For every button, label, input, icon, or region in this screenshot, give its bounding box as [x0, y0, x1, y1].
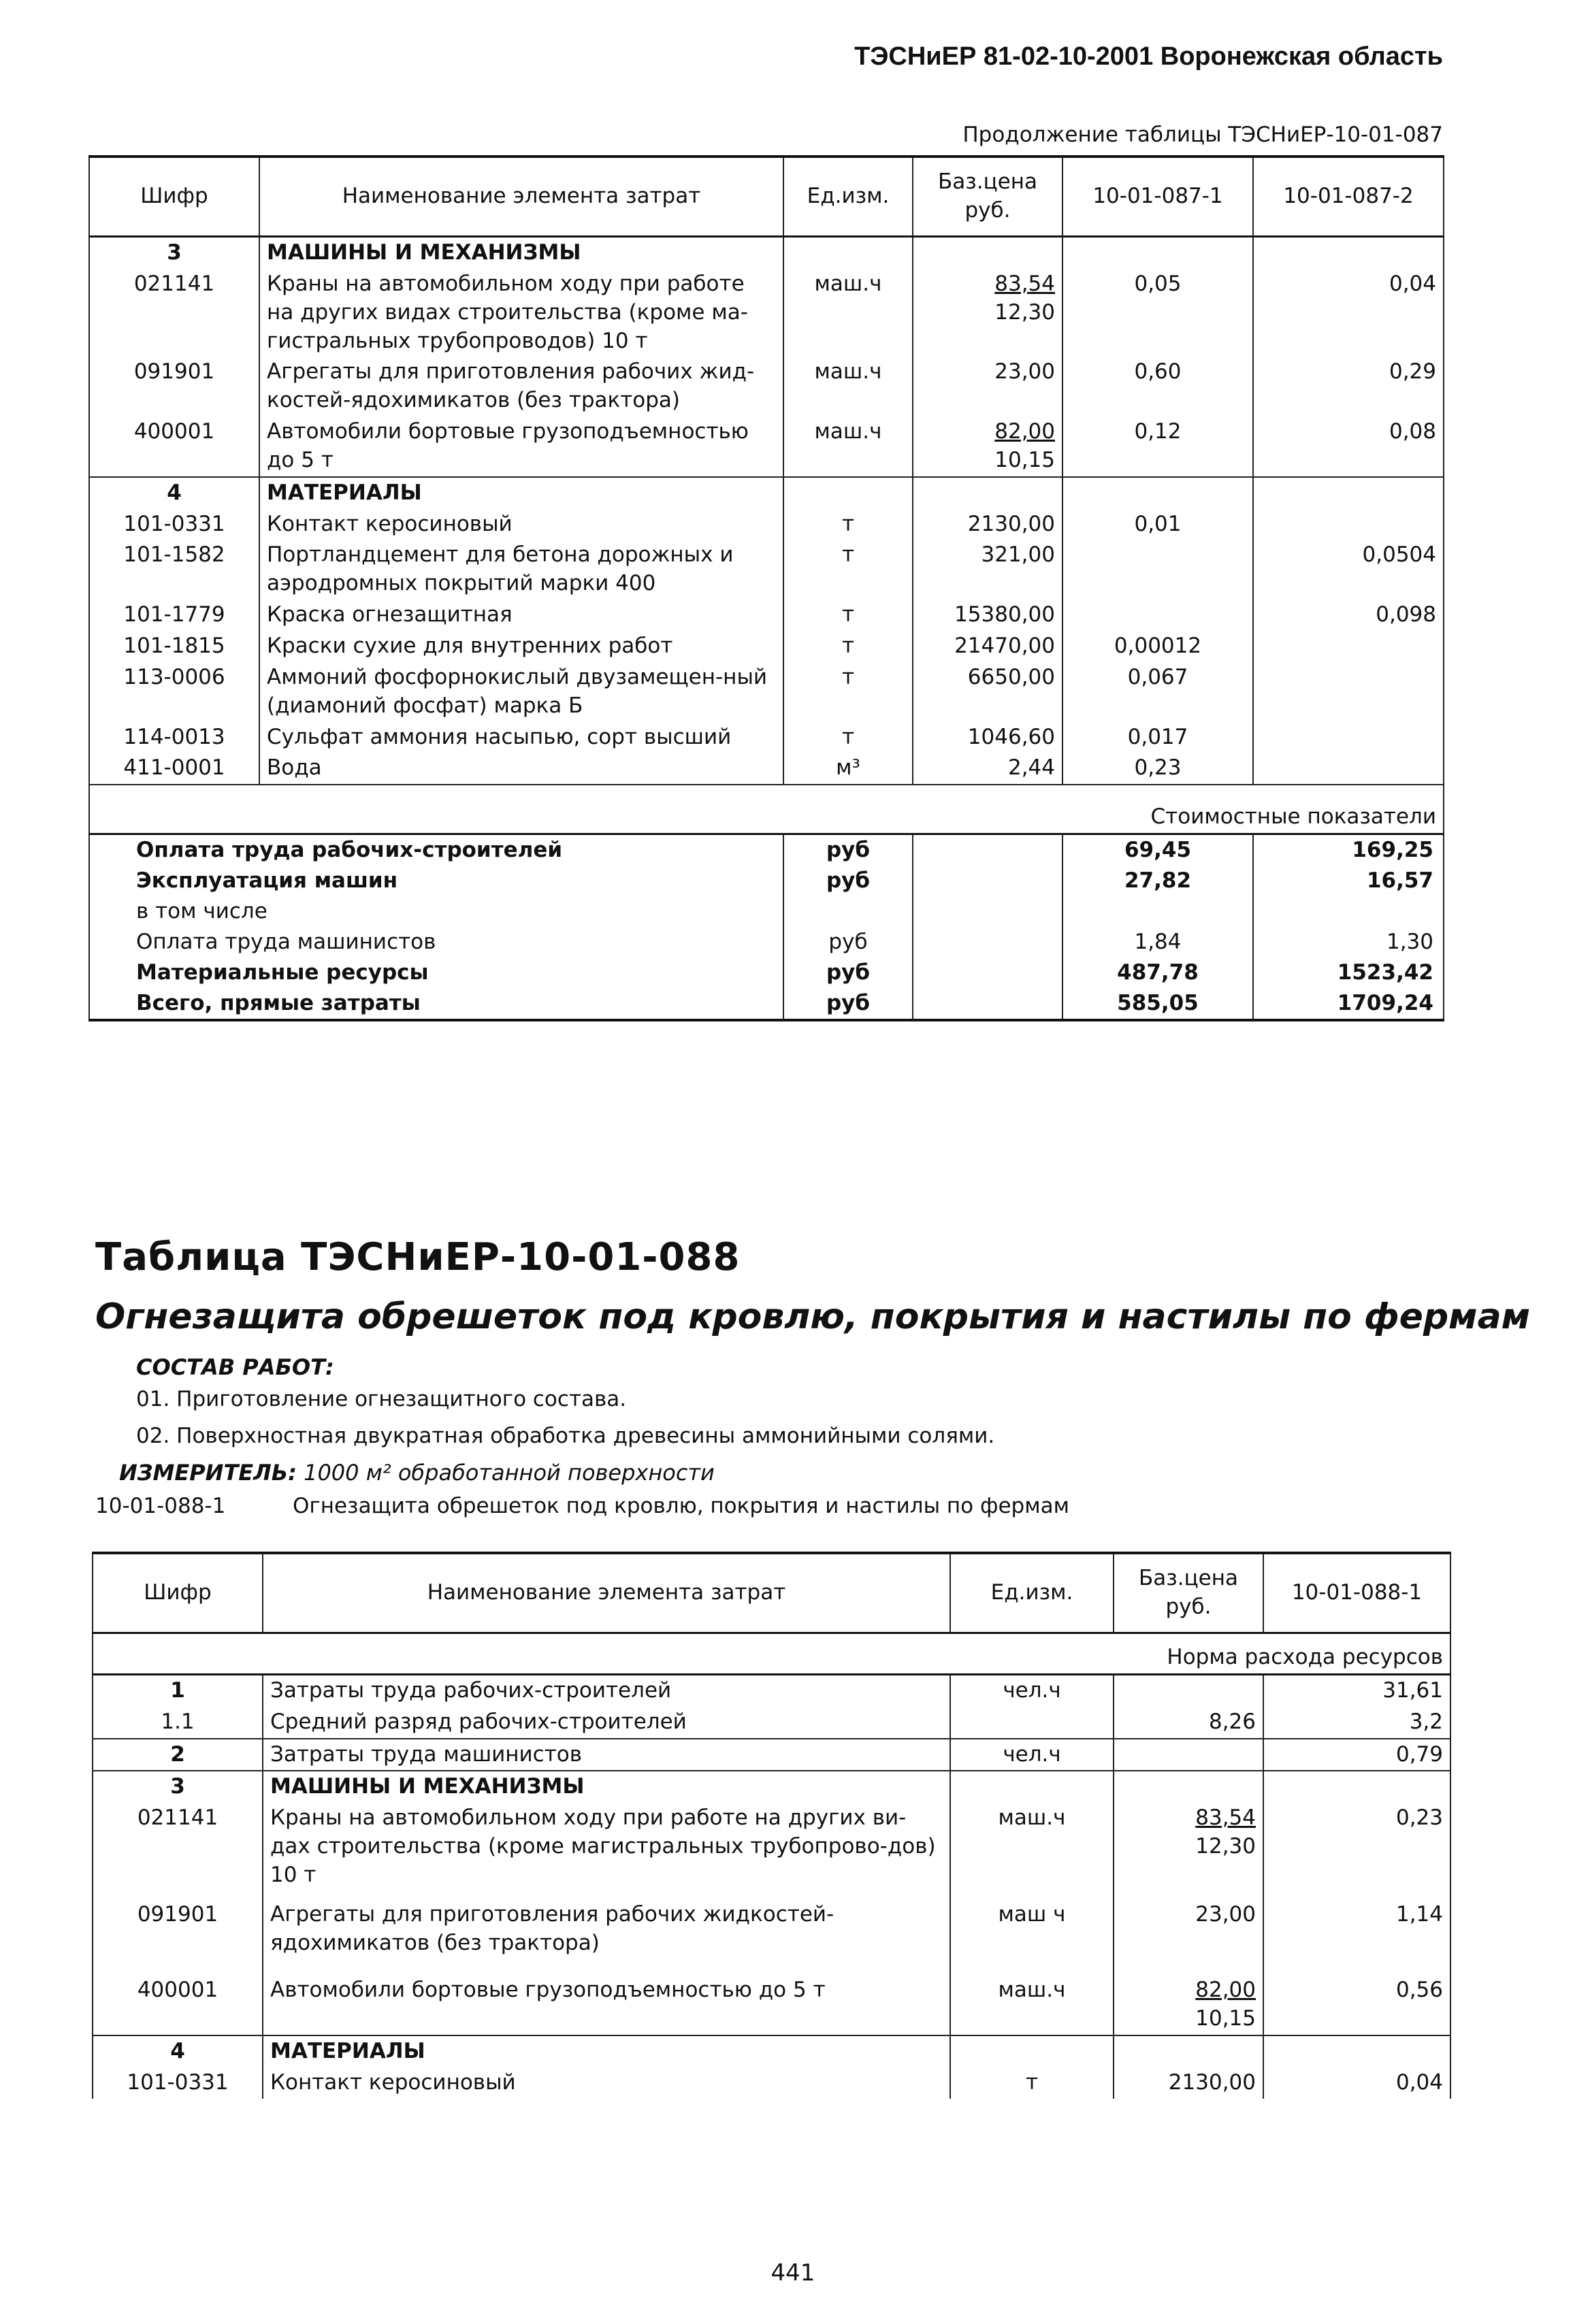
resource-table-087 [88, 155, 1444, 1021]
row-value-2: 0,098 [1253, 600, 1444, 631]
row-name: Краны на автомобильном ходу при работе на других ви-дах строительства (кроме магистральных трубопрово-дов) 10 т [263, 1803, 950, 1891]
row-price-wage: 12,30 [1195, 1834, 1256, 1859]
row-price: 82,00 [994, 419, 1055, 444]
row-value-1: 31,61 [1263, 1674, 1450, 1706]
row-code: 101-1582 [89, 540, 259, 600]
table-row [89, 600, 1444, 631]
summary-name: в том числе [89, 896, 783, 927]
header-code: Шифр [89, 157, 259, 237]
row-unit: т [783, 509, 913, 540]
summary-name: Эксплуатация машин [89, 866, 783, 896]
summary-value-1: 585,05 [1062, 988, 1253, 1020]
section-name: МАТЕРИАЛЫ [259, 477, 783, 509]
cost-indicators-band [89, 785, 1444, 834]
summary-row [89, 958, 1444, 988]
summary-name: Материальные ресурсы [89, 958, 783, 988]
summary-row [89, 927, 1444, 958]
row-value-2: 0,0504 [1253, 540, 1444, 600]
header-unit: Ед.изм. [950, 1553, 1114, 1633]
row-value-2: 0,29 [1253, 357, 1444, 416]
works-label: СОСТАВ РАБОТ: [136, 1354, 334, 1380]
table-row [93, 1803, 1450, 1891]
row-price-wage: 10,15 [1195, 2006, 1256, 2031]
row-value-1: 0,01 [1062, 509, 1253, 540]
summary-row [89, 988, 1444, 1020]
row-price: 6650,00 [913, 662, 1062, 722]
summary-value-2: 169,25 [1253, 834, 1444, 866]
row-price: 8,26 [1114, 1707, 1263, 1739]
row-value-1: 0,05 [1062, 269, 1253, 357]
table-row [89, 416, 1444, 477]
row-unit: чел.ч [950, 1674, 1114, 1706]
section-row-materials [93, 2035, 1450, 2067]
row-code: 091901 [93, 1891, 263, 1959]
row-unit: т [950, 2067, 1114, 2099]
row-unit: маш.ч [950, 1959, 1114, 2035]
row-unit: м³ [783, 753, 913, 785]
summary-row [89, 834, 1444, 866]
row-unit: маш.ч [950, 1803, 1114, 1891]
row-unit: т [783, 631, 913, 662]
summary-value-1: 1,84 [1062, 927, 1253, 958]
row-price: 2130,00 [913, 509, 1062, 540]
row-value-1: 0,017 [1062, 722, 1253, 753]
row-value-1: 0,23 [1062, 753, 1253, 785]
work-item: 02. Поверхностная двукратная обработка древесины аммонийными солями. [136, 1424, 995, 1448]
row-price: 83,54 [1195, 1805, 1256, 1831]
table-row [93, 1891, 1450, 1959]
row-price: 21470,00 [913, 631, 1062, 662]
meter-line [119, 1460, 715, 1486]
header-col2: 10-01-087-2 [1253, 157, 1444, 237]
header-name: Наименование элемента затрат [259, 157, 783, 237]
summary-value-2: 16,57 [1253, 866, 1444, 896]
row-price: 83,54 [994, 271, 1055, 296]
row-code: 400001 [93, 1959, 263, 2035]
page-number: 441 [770, 2259, 815, 2287]
meter-label: ИЗМЕРИТЕЛЬ: [119, 1460, 297, 1486]
header-price: Баз.цена руб. [1114, 1553, 1263, 1633]
row-name: Контакт керосиновый [259, 509, 783, 540]
table-row [89, 540, 1444, 600]
row-value-2 [1253, 662, 1444, 722]
section-name: МАТЕРИАЛЫ [263, 2035, 950, 2067]
row-value-1: 3,2 [1263, 1707, 1450, 1739]
row-name: Автомобили бортовые грузоподъемностью до 5 т [259, 416, 783, 477]
summary-unit: руб [783, 927, 913, 958]
header-col1: 10-01-087-1 [1062, 157, 1253, 237]
summary-value-1: 487,78 [1062, 958, 1253, 988]
row-unit [950, 1707, 1114, 1739]
row-value-1: 0,12 [1062, 416, 1253, 477]
row-name: Агрегаты для приготовления рабочих жидкостей-ядохимикатов (без трактора) [263, 1891, 950, 1959]
section-code: 4 [93, 2035, 263, 2067]
summary-row [89, 866, 1444, 896]
summary-unit: руб [783, 866, 913, 896]
summary-name: Всего, прямые затраты [89, 988, 783, 1020]
row-unit: маш.ч [783, 357, 913, 416]
row-code: 1.1 [93, 1707, 263, 1739]
row-value-1 [1062, 540, 1253, 600]
row-name: Краны на автомобильном ходу при работе на других видах строительства (кроме ма-гистральных трубопроводов) 10 т [259, 269, 783, 357]
row-value-1: 0,04 [1263, 2067, 1450, 2099]
table-header-row [89, 157, 1444, 237]
row-name: Агрегаты для приготовления рабочих жид-костей-ядохимикатов (без трактора) [259, 357, 783, 416]
row-value-1: 0,23 [1263, 1803, 1450, 1891]
row-name: Автомобили бортовые грузоподъемностью до 5 т [263, 1959, 950, 2035]
meter-value: 1000 м² обработанной поверхности [304, 1460, 715, 1486]
row-price-wage: 12,30 [994, 299, 1055, 325]
resource-table-088 [92, 1552, 1451, 2099]
row-price: 23,00 [994, 359, 1055, 384]
table-row [89, 269, 1444, 357]
row-unit: т [783, 540, 913, 600]
table-row [93, 1959, 1450, 2035]
row-price: 2130,00 [1114, 2067, 1263, 2099]
table-row [89, 753, 1444, 785]
row-value-1: 1,14 [1263, 1891, 1450, 1959]
row-unit: маш.ч [783, 269, 913, 357]
section-title: Таблица ТЭСНиЕР-10-01-088 [95, 1235, 741, 1279]
header-code: Шифр [93, 1553, 263, 1633]
table-continuation-label: Продолжение таблицы ТЭСНиЕР-10-01-087 [962, 122, 1443, 147]
table-row [89, 509, 1444, 540]
section-row-machines [93, 1771, 1450, 1803]
row-value-2 [1253, 631, 1444, 662]
row-name: Затраты труда рабочих-строителей [263, 1674, 950, 1706]
section-row-machines [89, 237, 1444, 269]
row-value-1: 0,00012 [1062, 631, 1253, 662]
operation-code: 10-01-088-1 [95, 1494, 226, 1518]
header-col1: 10-01-088-1 [1263, 1553, 1450, 1633]
row-price [1114, 1739, 1263, 1771]
row-code: 101-1815 [89, 631, 259, 662]
row-price: 1046,60 [913, 722, 1062, 753]
table-row [93, 1674, 1450, 1706]
row-unit: чел.ч [950, 1739, 1114, 1771]
summary-value-1: 27,82 [1062, 866, 1253, 896]
row-unit: т [783, 662, 913, 722]
summary-name: Оплата труда машинистов [89, 927, 783, 958]
header-unit: Ед.изм. [783, 157, 913, 237]
section-code: 3 [89, 237, 259, 269]
row-name: Портландцемент для бетона дорожных и аэродромных покрытий марки 400 [259, 540, 783, 600]
row-code: 114-0013 [89, 722, 259, 753]
row-price [1114, 1674, 1263, 1706]
row-name: Затраты труда машинистов [263, 1739, 950, 1771]
row-unit: т [783, 722, 913, 753]
row-value-2: 0,08 [1253, 416, 1444, 477]
section-name: МАШИНЫ И МЕХАНИЗМЫ [259, 237, 783, 269]
row-code: 101-0331 [93, 2067, 263, 2099]
row-value-1: 0,60 [1062, 357, 1253, 416]
header-name: Наименование элемента затрат [263, 1553, 950, 1633]
section-name: МАШИНЫ И МЕХАНИЗМЫ [263, 1771, 950, 1803]
row-name: Вода [259, 753, 783, 785]
section-code: 3 [93, 1771, 263, 1803]
norm-title: Норма расхода ресурсов [1114, 1633, 1450, 1675]
row-price: 23,00 [1195, 1901, 1256, 1927]
row-value-2: 0,04 [1253, 269, 1444, 357]
summary-value-1: 69,45 [1062, 834, 1253, 866]
table-row [93, 2067, 1450, 2099]
row-name: Краски сухие для внутренних работ [259, 631, 783, 662]
table-row [89, 631, 1444, 662]
row-price: 321,00 [913, 540, 1062, 600]
row-price: 2,44 [913, 753, 1062, 785]
row-code: 101-0331 [89, 509, 259, 540]
row-unit: маш ч [950, 1891, 1114, 1959]
row-code: 101-1779 [89, 600, 259, 631]
row-name: Средний разряд рабочих-строителей [263, 1707, 950, 1739]
summary-name: Оплата труда рабочих-строителей [89, 834, 783, 866]
row-value-1: 0,56 [1263, 1959, 1450, 2035]
row-value-1 [1062, 600, 1253, 631]
row-name: Краска огнезащитная [259, 600, 783, 631]
table-row [93, 1739, 1450, 1771]
table-row [89, 357, 1444, 416]
row-price: 82,00 [1195, 1978, 1256, 2003]
row-value-2 [1253, 753, 1444, 785]
row-code: 1 [93, 1674, 263, 1706]
row-code: 091901 [89, 357, 259, 416]
table-header-row [93, 1553, 1450, 1633]
summary-row [89, 896, 1444, 927]
row-code: 021141 [93, 1803, 263, 1891]
page-header: ТЭСНиЕР 81-02-10-2001 Воронежская область [854, 42, 1443, 71]
row-code: 2 [93, 1739, 263, 1771]
row-unit: т [783, 600, 913, 631]
section-code: 4 [89, 477, 259, 509]
row-value-2 [1253, 509, 1444, 540]
row-unit: маш.ч [783, 416, 913, 477]
row-code: 021141 [89, 269, 259, 357]
row-code: 400001 [89, 416, 259, 477]
section-row-materials [89, 477, 1444, 509]
row-value-2 [1253, 722, 1444, 753]
cost-indicators-title: Стоимостные показатели [1062, 785, 1444, 834]
row-code: 113-0006 [89, 662, 259, 722]
summary-value-2: 1,30 [1253, 927, 1444, 958]
operation-line [95, 1494, 1069, 1518]
row-price-wage: 10,15 [994, 447, 1055, 472]
summary-unit: руб [783, 834, 913, 866]
row-name: Аммоний фосфорнокислый двузамещен-ный (диамоний фосфат) марка Б [259, 662, 783, 722]
row-code: 411-0001 [89, 753, 259, 785]
operation-name: Огнезащита обрешеток под кровлю, покрытия и настилы по фермам [293, 1494, 1070, 1518]
summary-value-2: 1709,24 [1253, 988, 1444, 1020]
row-name: Контакт керосиновый [263, 2067, 950, 2099]
summary-unit: руб [783, 958, 913, 988]
work-item: 01. Приготовление огнезащитного состава. [136, 1387, 627, 1411]
table-row [89, 722, 1444, 753]
norm-band [93, 1633, 1450, 1675]
row-price: 15380,00 [913, 600, 1062, 631]
table-row [93, 1707, 1450, 1739]
summary-unit: руб [783, 988, 913, 1020]
summary-value-2: 1523,42 [1253, 958, 1444, 988]
header-price: Баз.цена руб. [913, 157, 1062, 237]
row-name: Сульфат аммония насыпью, сорт высший [259, 722, 783, 753]
table-row [89, 662, 1444, 722]
row-value-1: 0,79 [1263, 1739, 1450, 1771]
section-subtitle: Огнезащита обрешеток под кровлю, покрытия и настилы по фермам [95, 1296, 1531, 1337]
row-value-1: 0,067 [1062, 662, 1253, 722]
